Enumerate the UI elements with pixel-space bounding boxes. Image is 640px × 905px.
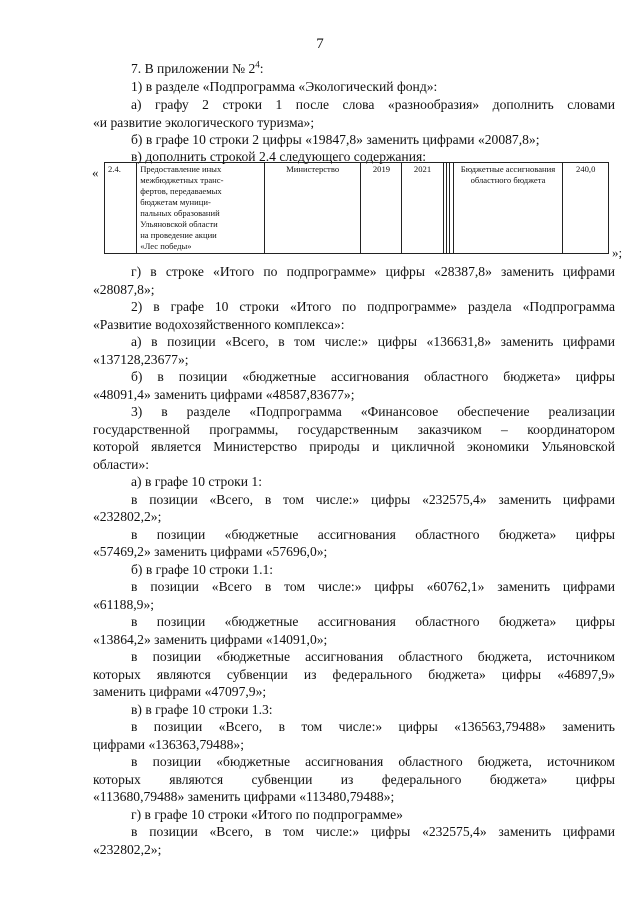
desc-line: межбюджетных транс- [140, 175, 224, 185]
paragraph-18-line-2: цифрами «136363,79488»; [93, 737, 244, 752]
desc-line: на проведение акции [140, 230, 217, 240]
paragraph-20: г) в графе 10 строки «Итого по подпрограмме» [131, 807, 403, 822]
paragraph-9-line-4: области»: [93, 457, 150, 472]
source-cell: Бюджетные ассигнования областного бюджета [453, 163, 563, 254]
paragraph-9-line-3: которой является Министерство природы и цикличной экономики Ульяновской [93, 439, 615, 454]
paragraph-15-line-2: «13864,2» заменить цифрами «14091,0»; [93, 632, 328, 647]
paragraph-7-line-2: «137128,23677»; [93, 352, 189, 367]
paragraph-2-line-1: а) графу 2 строки 1 после слова «разнообразия» дополнить словами [131, 97, 615, 112]
paragraph-9-line-1: 3) в разделе «Подпрограмма «Финансовое обеспечение реализации [131, 404, 615, 419]
paragraph-2-line-2: «и развитие экологического туризма»; [93, 115, 315, 130]
desc-line: пальных образований [140, 208, 220, 218]
paragraph-6-line-2: «Развитие водохозяйственного комплекса»: [93, 317, 345, 332]
paragraph-16-line-2: которых являются субвенции из федерального бюджета» цифры «46897,9» [93, 667, 615, 682]
paragraph-15-line-1: в позиции «бюджетные ассигнования областного бюджета» цифры [131, 614, 615, 629]
paragraph-11-line-2: «232802,2»; [93, 509, 162, 524]
row-number: 2.4. [105, 163, 137, 254]
page-number: 7 [316, 36, 324, 52]
paragraph-21-line-1: в позиции «Всего, в том числе:» цифры «232575,4» заменить цифрами [131, 824, 615, 839]
paragraph-17: в) в графе 10 строки 1.3: [131, 702, 273, 717]
paragraph-7-line-1: а) в позиции «Всего, в том числе:» цифры «136631,8» заменить цифрами [131, 334, 615, 349]
paragraph-11-line-1: в позиции «Всего, в том числе:» цифры «232575,4» заменить цифрами [131, 492, 615, 507]
paragraph-3: б) в графе 10 строки 2 цифры «19847,8» заменить цифрами «20087,8»; [131, 132, 540, 147]
paragraph-4: в) дополнить строкой 2.4 следующего содержания: [131, 149, 426, 164]
amount-cell: 240,0 [563, 163, 609, 254]
table-row [105, 163, 609, 254]
desc-line: Предоставление иных [140, 164, 222, 174]
paragraph-8-line-1: б) в позиции «бюджетные ассигнования областного бюджета» цифры [131, 369, 615, 384]
table-open-quote: « [92, 165, 99, 180]
paragraph-8-line-2: «48091,4» заменить цифрами «48587,83677»; [93, 387, 355, 402]
insert-table [104, 162, 609, 254]
paragraph-13: б) в графе 10 строки 1.1: [131, 562, 274, 577]
year-to-cell: 2021 [402, 163, 443, 254]
paragraph-5-line-1: г) в строке «Итого по подпрограмме» цифры «28387,8» заменить цифрами [131, 264, 615, 279]
paragraph-16-line-1: в позиции «бюджетные ассигнования областного бюджета, источником [131, 649, 615, 664]
paragraph-16-line-3: заменить цифрами «47097,9»; [93, 684, 267, 699]
paragraph-14-line-1: в позиции «Всего в том числе:» цифры «60762,1» заменить цифрами [131, 579, 615, 594]
paragraph-14-line-2: «61188,9»; [93, 597, 155, 612]
paragraph-19-line-2: которых являются субвенции из федерального бюджета» цифры [93, 772, 615, 787]
paragraph-12-line-1: в позиции «бюджетные ассигнования областного бюджета» цифры [131, 527, 615, 542]
paragraph-19-line-3: «113680,79488» заменить цифрами «113480,79488»; [93, 789, 395, 804]
ministry-cell: Министерство [264, 163, 361, 254]
paragraph-5-line-2: «28087,8»; [93, 282, 155, 297]
desc-line: «Лес победы» [140, 241, 192, 251]
paragraph-12-line-2: «57469,2» заменить цифрами «57696,0»; [93, 544, 328, 559]
paragraph-19-line-1: в позиции «бюджетные ассигнования областного бюджета, источником [131, 754, 615, 769]
description-cell [137, 163, 265, 254]
paragraph-21-line-2: «232802,2»; [93, 842, 162, 857]
paragraph-10: а) в графе 10 строки 1: [131, 474, 262, 489]
desc-line: бюджетам муници- [140, 197, 211, 207]
paragraph-1: 1) в разделе «Подпрограмма «Экологический фонд»: [131, 79, 438, 94]
heading: 7. В приложении № $2^4$: [131, 59, 264, 76]
paragraph-9-line-2: государственной программы, государственным заказчиком – координатором [93, 422, 615, 437]
year-from-cell: 2019 [361, 163, 402, 254]
desc-line: Ульяновской области [140, 219, 218, 229]
paragraph-6-line-1: 2) в графе 10 строки «Итого по подпрограмме» раздела «Подпрограмма [131, 299, 615, 314]
desc-line: фертов, передаваемых [140, 186, 222, 196]
table-close-quote: »; [612, 245, 623, 260]
paragraph-18-line-1: в позиции «Всего, в том числе:» цифры «136563,79488» заменить [131, 719, 615, 734]
